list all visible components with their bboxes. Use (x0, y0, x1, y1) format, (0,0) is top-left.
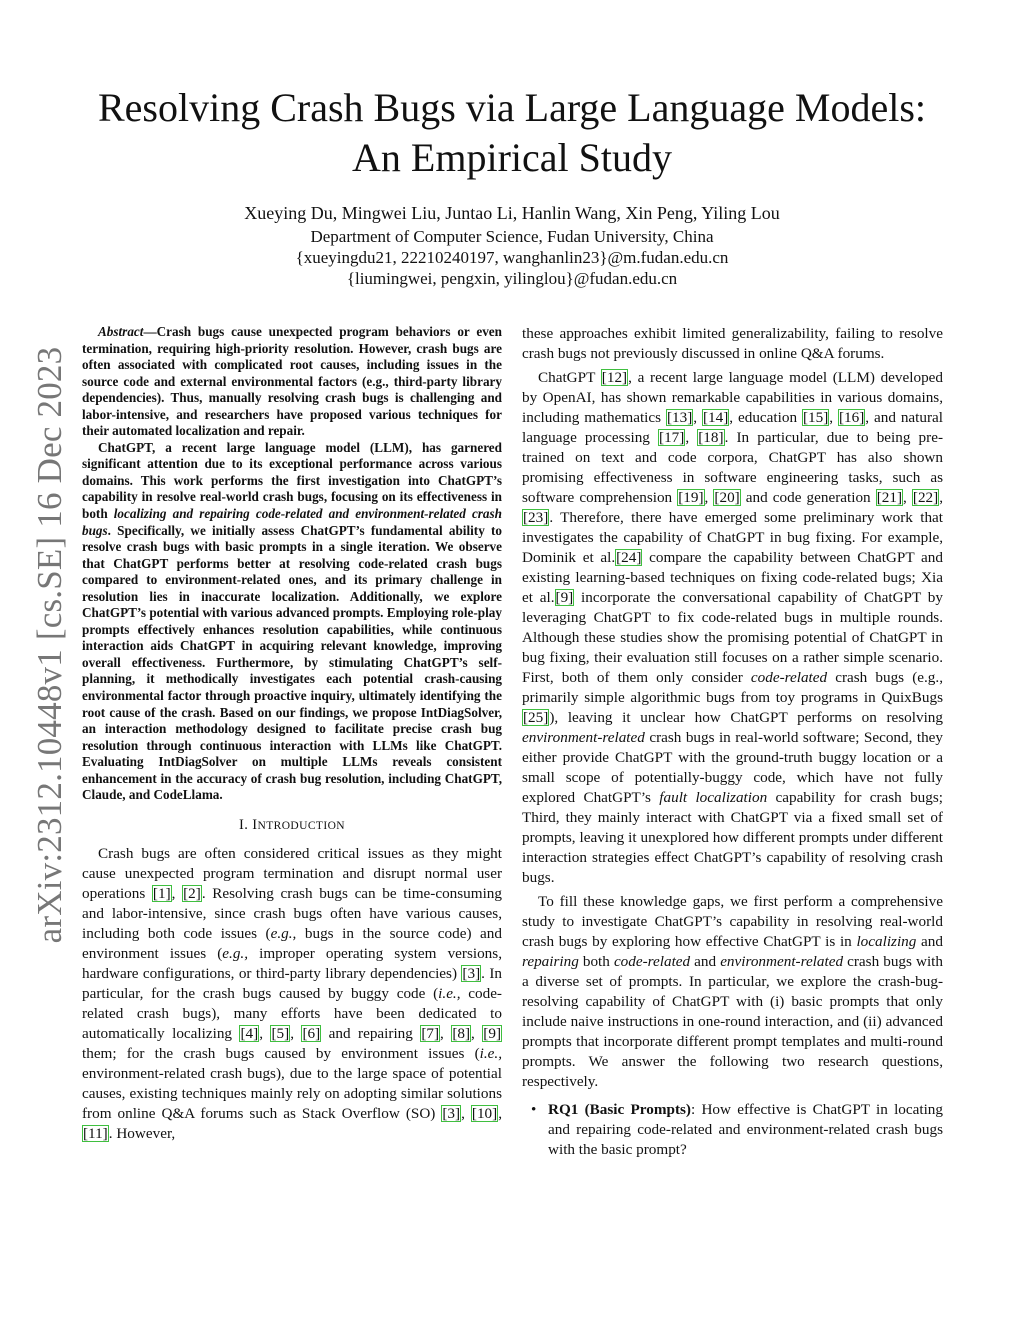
citation-link[interactable]: [11] (83, 1124, 108, 1142)
abstract-paragraph-1: Abstract—Crash bugs cause unexpected program behaviors or even termination, requiring high-priority resolution. However, crash bugs are often associated with complicated root causes, including issues in the source code and external environmental factors (e.g., third-party library dependencies). Thus, manually resolving crash bugs is challenging and labor-intensive, and researchers have proposed various techniques for their automated localization and repair. (82, 324, 502, 439)
rq1-label: RQ1 (Basic Prompts) (548, 1101, 691, 1118)
citation-link[interactable]: [24] (616, 549, 642, 566)
citation-link[interactable]: [22] (912, 489, 939, 506)
citation-link[interactable]: [5] (271, 1024, 290, 1042)
citation-link[interactable]: [13] (666, 409, 693, 426)
right-paragraph-chatgpt: ChatGPT [12], a recent large language model (LLM) developed by OpenAI, has shown remarkable capabilities in various domains, including mathematics [13], [14], education [15], [16], and natural language processing [17], [18]. In particular, due to being pre-trained on text and code corpora, ChatGPT has also shown promising effectiveness in software engineering tasks, such as software comprehension [19], [20] and code generation [21], [22], [23]. Therefore, there have emerged some preliminary work that investigates the capability of ChatGPT in bug fixing. For example, Dominik et al.[24] compare the capability between ChatGPT and existing learning-based techniques on fixing code-related bugs; Xia et al.[9] incorporate the conversational capability of ChatGPT by leveraging ChatGPT to fix code-related bugs in multiple rounds. Although these studies show the promising potential of ChatGPT in bug fixing, their evaluation still focuses on a rather simple scenario. First, both of them only consider code-related crash bugs (e.g., primarily simple algorithmic bugs from toy programs in QuixBugs [25]), leaving it unclear how ChatGPT performs on resolving environment-related crash bugs in real-world software; Second, they either provide ChatGPT with the ground-truth buggy location or a small scope of potentially-buggy code, which have not fully explored ChatGPT’s fault localization capability for crash bugs; Third, they mainly interact with ChatGPT via a fixed small set of prompts, leaving it unexplored how different prompts under different interaction strategies effect ChatGPT’s capability of resolving crash bugs. (522, 369, 944, 886)
citation-link[interactable]: [7] (421, 1024, 440, 1042)
citation-link[interactable]: [8] (452, 1024, 471, 1042)
introduction-text (82, 844, 502, 1144)
citation-link[interactable]: [6] (302, 1024, 321, 1042)
affiliation: Department of Computer Science, Fudan University, China (310, 227, 714, 246)
citation-link[interactable]: [3] (442, 1104, 461, 1122)
abstract (82, 324, 502, 804)
citation-link[interactable]: [18] (698, 429, 724, 446)
citation-link[interactable]: [14] (702, 409, 729, 426)
citation-link[interactable]: [20] (714, 489, 740, 506)
citation-link[interactable]: [1] (152, 884, 171, 902)
citation-link[interactable]: [21] (876, 489, 903, 506)
citation-link[interactable]: [2] (183, 884, 201, 902)
citation-link[interactable]: [9] (555, 589, 574, 606)
bullet-icon: • (531, 1101, 537, 1118)
citation-link[interactable]: [16] (838, 409, 865, 426)
left-column (82, 324, 502, 1144)
citation-link[interactable]: [12] (601, 369, 628, 386)
right-column (522, 324, 943, 1160)
right-paragraph-knowledge-gaps: To fill these knowledge gaps, we first perform a comprehensive study to investigate ChatGPT’s capability in resolving real-world crash bugs by exploring how effective ChatGPT is in localizing and repairing both code-related and environment-related crash bugs with a diverse set of prompts. In particular, we explore the crash-bug-resolving capability of ChatGPT with (i) basic prompts that only include naive instructions in one-round interaction, and (ii) advanced prompts that incorporate different prompt templates and multi-round prompts. We answer the following two research questions, respectively. (522, 893, 943, 1090)
citation-link[interactable]: [17] (659, 429, 685, 446)
author-block (0, 203, 1024, 289)
citation-link[interactable]: [23] (523, 509, 549, 526)
abstract-label: Abstract (98, 324, 144, 339)
arxiv-id-text: arXiv:2312.10448v1 [cs.SE] 16 Dec 2023 (30, 346, 69, 944)
emails-line-2: {liumingwei, pengxin, yilinglou}@fudan.edu.cn (346, 269, 678, 288)
right-paragraph-continuation: these approaches exhibit limited generalizability, failing to resolve crash bugs not previously discussed in online Q&A forums. (522, 325, 943, 362)
abstract-paragraph-2: ChatGPT, a recent large language model (LLM), has garnered significant attention due to its exceptional performance across various domains. This work performs the first investigation into ChatGPT’s capability in resolve real-world crash bugs, focusing on its effectiveness in both localizing and repairing code-related and environment-related crash bugs. Specifically, we initially assess ChatGPT’s fundamental ability to resolve crash bugs with basic prompts in a single iteration. We observe that ChatGPT performs better at resolving code-related crash bugs compared to environment-related ones, and its primary challenge in resolution lies in inaccurate localization. Additionally, we explore ChatGPT’s potential with various advanced prompts. Employing role-play prompts effectively enhances resolution capabilities, while continuous interaction aids ChatGPT in acquiring relevant knowledge, improving overall effectiveness. Furthermore, by stimulating ChatGPT’s self-planning, it methodically investigates each potential crash-causing environmental factor through proactive inquiry, ultimately identifying the root cause of the crash. Based on our findings, we propose IntDiagSolver, an interaction methodology designed to facilitate precise crash bug resolution through continuous interaction with LLMs like ChatGPT. Evaluating IntDiagSolver on multiple LLMs reveals consistent enhancement in the accuracy of crash bug resolution, including ChatGPT, Claude, and CodeLlama. (82, 439, 502, 803)
section-heading-introduction: I. INTRODUCTION (239, 816, 345, 833)
rq1-bullet: • RQ1 (Basic Prompts): How effective is ChatGPT in locating and repairing code-related and environment-related crash bugs with the basic prompt? (531, 1101, 943, 1158)
citation-link[interactable]: [25] (523, 709, 549, 726)
emails-line-1: {xueyingdu21, 22210240197, wanghanlin23}@m.fudan.edu.cn (295, 248, 729, 267)
citation-link[interactable]: [3] (462, 964, 481, 982)
citation-link[interactable]: [10] (471, 1104, 498, 1122)
paper-title: Resolving Crash Bugs via Large Language Models: An Empirical Study (97, 85, 926, 180)
citation-link[interactable]: [19] (678, 489, 704, 506)
citation-link[interactable]: [4] (240, 1024, 259, 1042)
citation-link[interactable]: [9] (483, 1024, 502, 1042)
intro-paragraph-1: Crash bugs are often considered critical issues as they might cause unexpected program termination and disrupt normal user operations [1], [2]. Resolving crash bugs can be time-consuming and labor-intensive, since crash bugs often have various causes, including both code issues (e.g., bugs in the source code) and environment issues (e.g., improper operating system versions, hardware configurations, or third-party library dependencies) [3]. In particular, for the crash bugs caused by buggy code (i.e., code-related crash bugs), many efforts have been dedicated to automatically localizing [4], [5], [6] and repairing [7], [8], [9] them; for the crash bugs caused by environment issues (i.e., environment-related crash bugs), due to the large space of potential causes, existing techniques mainly rely on adopting similar solutions from online Q&A forums such as Stack Overflow (SO) [3], [10], [11]. However, (82, 844, 502, 1142)
citation-link[interactable]: [15] (802, 409, 829, 426)
author-names: Xueying Du, Mingwei Liu, Juntao Li, Hanlin Wang, Xin Peng, Yiling Lou (244, 203, 780, 223)
arxiv-identifier (30, 345, 70, 945)
